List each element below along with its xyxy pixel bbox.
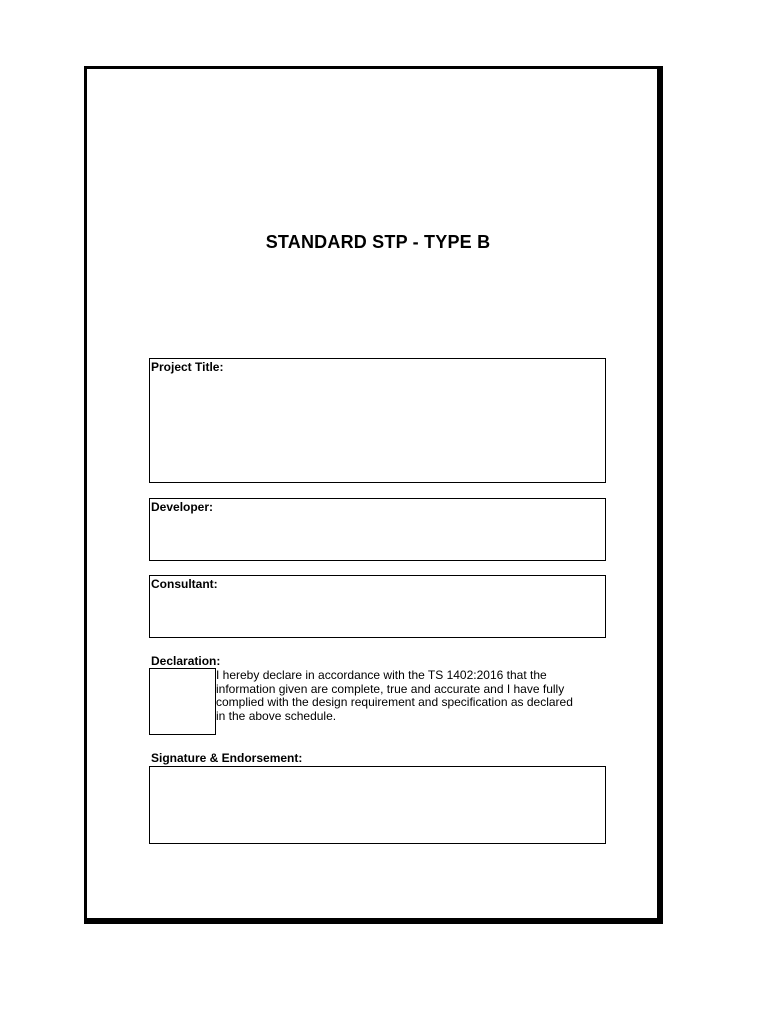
developer-box[interactable] (149, 498, 606, 561)
declaration-text (216, 669, 616, 723)
consultant-box[interactable] (149, 575, 606, 638)
signature-label: Signature & Endorsement: (151, 751, 303, 765)
document-title: STANDARD STP - TYPE B (265, 232, 491, 252)
declaration-line: I hereby declare in accordance with the TS 1402:2016 that the (216, 668, 547, 682)
developer-label: Developer: (151, 500, 214, 514)
consultant-label: Consultant: (151, 577, 218, 591)
declaration-line: complied with the design requirement and specification as declared (216, 695, 573, 709)
signature-box[interactable] (149, 766, 606, 844)
project-title-box[interactable] (149, 358, 606, 483)
declaration-line: information given are complete, true and accurate and I have fully (216, 681, 565, 696)
declaration-label: Declaration: (151, 654, 221, 668)
declaration-line: in the above schedule. (216, 708, 337, 723)
declaration-stamp-box[interactable] (149, 668, 216, 735)
project-title-label: Project Title: (151, 360, 224, 374)
